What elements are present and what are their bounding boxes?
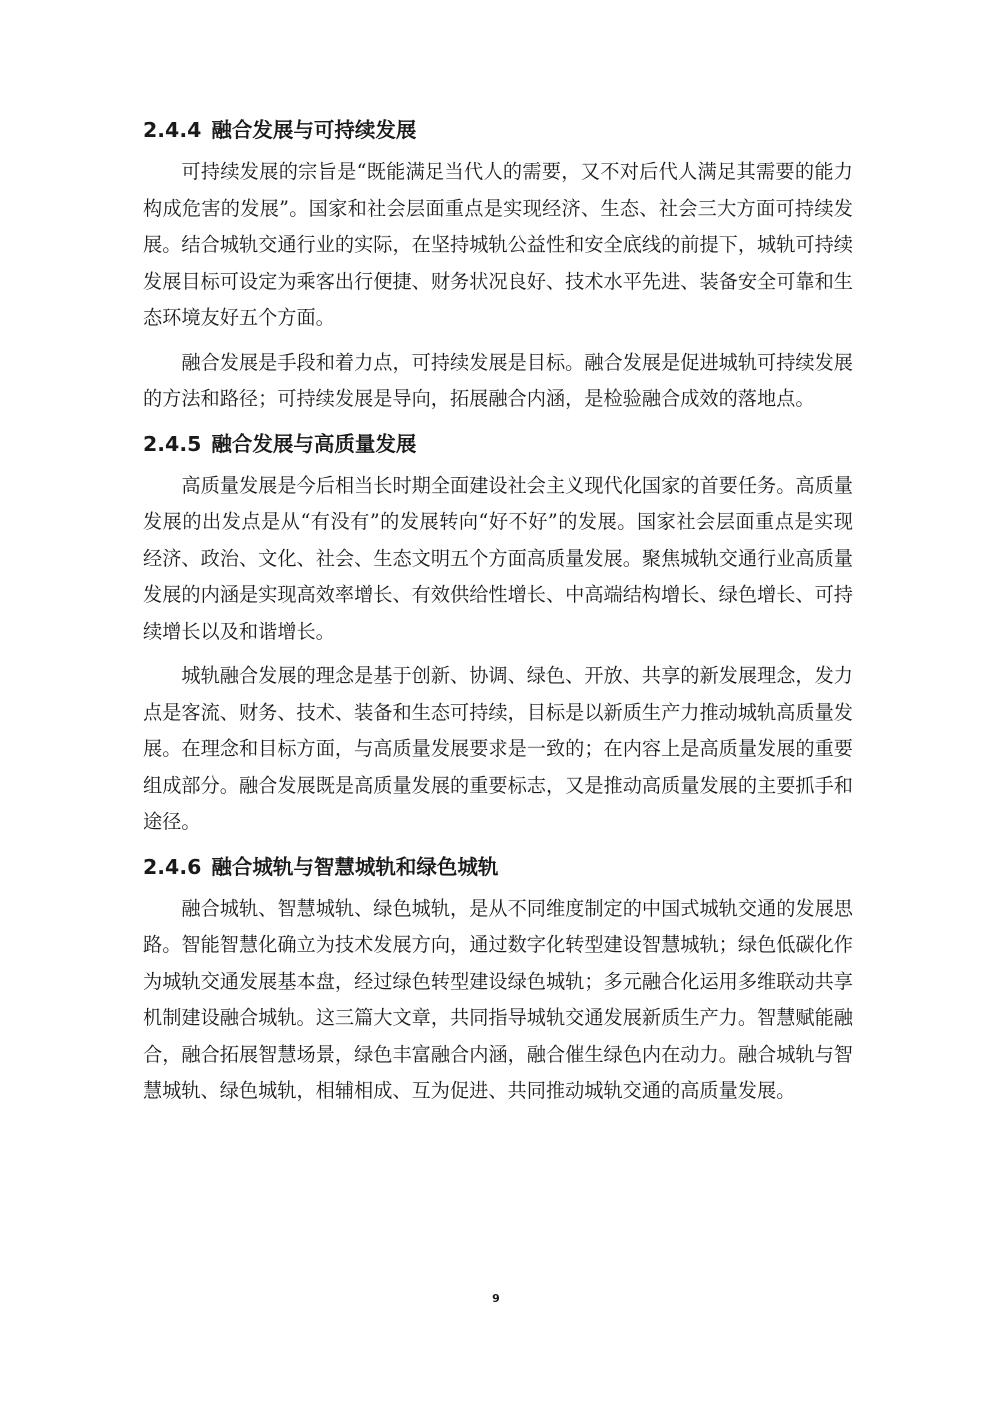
section-number: 2.4.5 xyxy=(143,431,202,456)
section-2-4-4 xyxy=(143,112,853,418)
section-2-4-6 xyxy=(143,849,853,1110)
section-title: 融合城轨与智慧城轨和绿色城轨 xyxy=(211,854,499,879)
section-number: 2.4.6 xyxy=(143,854,202,879)
section-title: 融合发展与高质量发展 xyxy=(211,431,417,456)
page-number: 9 xyxy=(492,1292,500,1305)
paragraph: 融合城轨、智慧城轨、绿色城轨，是从不同维度制定的中国式城轨交通的发展思路。智能智慧化确立为技术发展方向，通过数字化转型建设智慧城轨；绿色低碳化作为城轨交通发展基本盘，经过绿色转型建设绿色城轨；多元融合化运用多维联动共享机制建设融合城轨。这三篇大文章，共同指导城轨交通发展新质生产力。智慧赋能融合，融合拓展智慧场景，绿色丰富融合内涵，融合催生绿色内在动力。融合城轨与智慧城轨、绿色城轨，相辅相成、互为促进、共同推动城轨交通的高质量发展。 xyxy=(143,896,853,1102)
section-2-4-5 xyxy=(143,426,853,841)
section-number: 2.4.4 xyxy=(143,118,202,142)
section-heading xyxy=(143,849,853,885)
section-title: 融合发展与可持续发展 xyxy=(211,118,417,142)
paragraph: 可持续发展的宗旨是“既能满足当代人的需要，又不对后代人满足其需要的能力构成危害的发展”。国家和社会层面重点是实现经济、生态、社会三大方面可持续发展。结合城轨交通行业的实际，在坚持城轨公益性和安全底线的前提下，城轨可持续发展目标可设定为乘客出行便捷、财务状况良好、技术水平先进、装备安全可靠和生态环境友好五个方面。 xyxy=(143,160,853,329)
paragraph: 城轨融合发展的理念是基于创新、协调、绿色、开放、共享的新发展理念，发力点是客流、财务、技术、装备和生态可持续，目标是以新质生产力推动城轨高质量发展。在理念和目标方面，与高质量发展要求是一致的；在内容上是高质量发展的重要组成部分。融合发展既是高质量发展的重要标志，又是推动高质量发展的主要抓手和途径。 xyxy=(143,664,853,833)
section-heading xyxy=(143,426,853,462)
document-page xyxy=(143,112,853,1118)
paragraph: 高质量发展是今后相当长时期全面建设社会主义现代化国家的首要任务。高质量发展的出发点是从“有没有”的发展转向“好不好”的发展。国家社会层面重点是实现经济、政治、文化、社会、生态文明五个方面高质量发展。聚焦城轨交通行业高质量发展的内涵是实现高效率增长、有效供给性增长、中高端结构增长、绿色增长、可持续增长以及和谐增长。 xyxy=(143,473,853,643)
paragraph: 融合发展是手段和着力点，可持续发展是目标。融合发展是促进城轨可持续发展的方法和路径；可持续发展是导向，拓展融合内涵，是检验融合成效的落地点。 xyxy=(143,350,853,410)
section-heading xyxy=(143,112,853,148)
